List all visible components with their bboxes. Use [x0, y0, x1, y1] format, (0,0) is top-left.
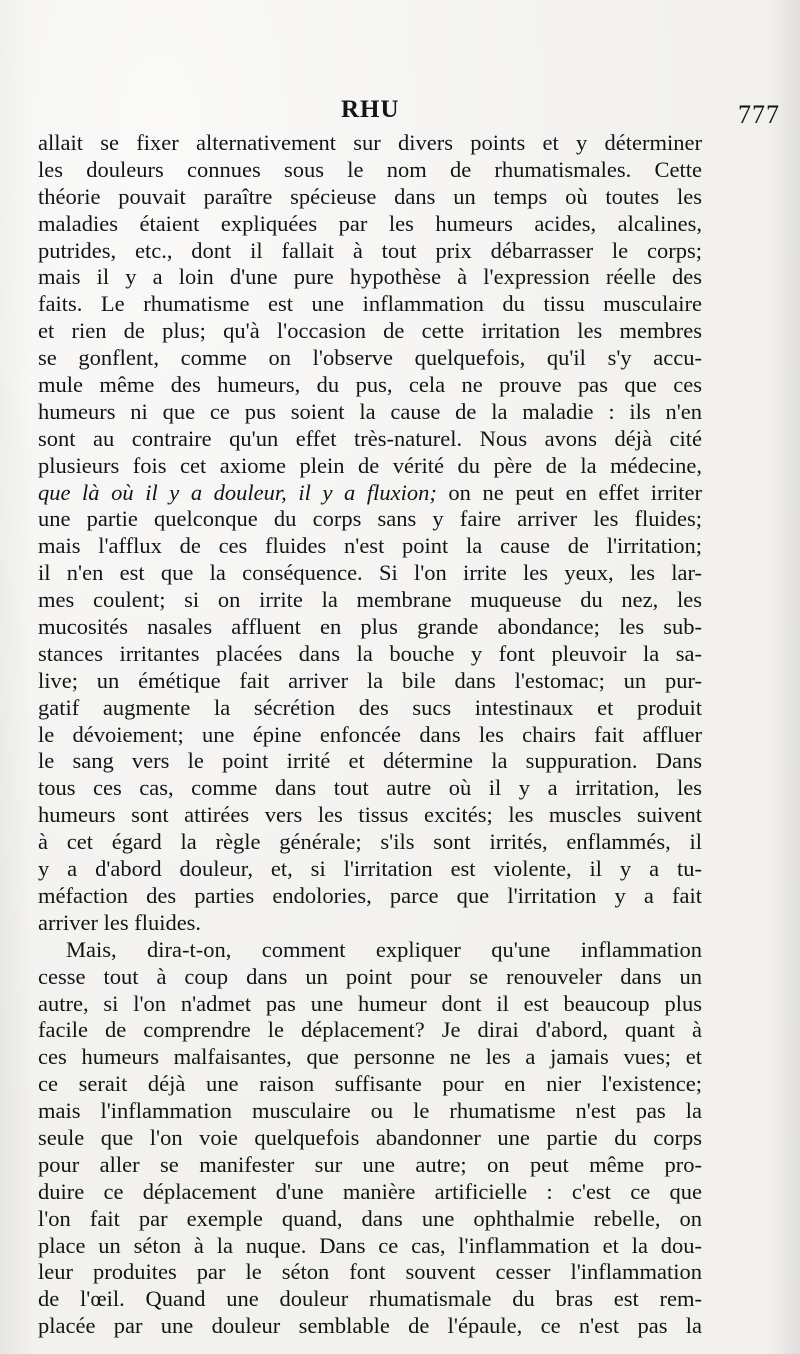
text-line: sont au contraire qu'un effet très-naturel. Nous avons déjà cité [38, 425, 702, 451]
text-line: à cet égard la règle générale; s'ils sont irrités, enflammés, il [38, 829, 702, 855]
text-line: y a d'abord douleur, et, si l'irritation est violente, il y a tu- [38, 856, 702, 882]
text-line: gatif augmente la sécrétion des sucs intestinaux et produit [38, 694, 702, 720]
text-line: méfaction des parties endolories, parce que l'irritation y a fait [38, 882, 702, 908]
text-line: place un séton à la nuque. Dans ce cas, l'inflammation et la dou- [38, 1232, 702, 1258]
text-line: humeurs sont attirées vers les tissus excités; les muscles suivent [38, 802, 702, 828]
text-line: l'on fait par exemple quand, dans une ophthalmie rebelle, on [38, 1205, 702, 1231]
text-line: il n'en est que la conséquence. Si l'on irrite les yeux, les lar- [38, 560, 702, 586]
text-line: ces humeurs malfaisantes, que personne ne les a jamais vues; et [38, 1044, 702, 1070]
text-line: se gonflent, comme on l'observe quelquefois, qu'il s'y accu- [38, 345, 702, 371]
text-line: les douleurs connues sous le nom de rhumatismales. Cette [38, 156, 702, 182]
text-line: arriver les fluides. [38, 909, 202, 935]
running-head [0, 96, 800, 129]
page-number: 777 [738, 100, 780, 129]
text-line: Mais, dira-t-on, comment expliquer qu'une inflammation [66, 936, 702, 962]
text-line: maladies étaient expliquées par les humeurs acides, alcalines, [38, 210, 702, 236]
text-line: autre, si l'on n'admet pas une humeur dont il est beaucoup plus [38, 990, 702, 1016]
text-line: allait se fixer alternativement sur divers points et y déterminer [38, 130, 702, 155]
text-line: facile de comprendre le déplacement? Je dirai d'abord, quant à [38, 1017, 702, 1043]
text-line: placée par une douleur semblable de l'épaule, ce n'est pas la [38, 1313, 702, 1339]
text-line: cesse tout à coup dans un point pour se renouveler dans un [38, 963, 702, 989]
text-line: live; un émétique fait arriver la bile dans l'estomac; un pur- [38, 667, 702, 693]
text-line: mais l'inflammation musculaire ou le rhumatisme n'est pas la [38, 1098, 702, 1124]
text-line: seule que l'on voie quelquefois abandonner une partie du corps [38, 1124, 702, 1150]
paragraph [38, 937, 702, 1340]
text-line: stances irritantes placées dans la bouche y font pleuvoir la sa- [38, 640, 702, 666]
text-line: humeurs ni que ce pus soient la cause de la maladie : ils n'en [38, 398, 702, 424]
text-line: mais il y a loin d'une pure hypothèse à l'expression réelle des [38, 264, 702, 290]
text-line: duire ce déplacement d'une manière artificielle : c'est ce que [38, 1178, 702, 1204]
text-line: ce serait déjà une raison suffisante pour en nier l'existence; [38, 1071, 702, 1097]
quote-line [38, 480, 702, 507]
running-title: RHU [341, 96, 400, 123]
text-line: mule même des humeurs, du pus, cela ne prouve pas que ces [38, 372, 702, 398]
text-line: faits. Le rhumatisme est une inflammation du tissu musculaire [38, 291, 702, 317]
text-line: une partie quelconque du corps sans y faire arriver les fluides; [38, 506, 702, 532]
text-line: théorie pouvait paraître spécieuse dans un temps où toutes les [38, 183, 702, 209]
text-line: et rien de plus; qu'à l'occasion de cette irritation les membres [38, 318, 702, 344]
text-line: plusieurs fois cet axiome plein de vérité du père de la médecine, [38, 452, 702, 478]
text-line: mucosités nasales affluent en plus grande abondance; les sub- [38, 614, 702, 640]
text-line: le dévoiement; une épine enfoncée dans les chairs fait affluer [38, 721, 702, 747]
text-line: mes coulent; si on irrite la membrane muqueuse du nez, les [38, 587, 702, 613]
paragraph [38, 130, 702, 937]
text-line: tous ces cas, comme dans tout autre où il y a irritation, les [38, 775, 702, 801]
text-line: le sang vers le point irrité et détermine la suppuration. Dans [38, 748, 702, 774]
hippocrates-quote: que là où il y a douleur, il y a fluxion; [38, 479, 437, 505]
quote-line-rest: on ne peut en effet irriter [436, 479, 703, 505]
text-line: de l'œil. Quand une douleur rhumatismale du bras est rem- [38, 1286, 702, 1312]
text-line: pour aller se manifester sur une autre; on peut même pro- [38, 1151, 702, 1177]
text-line: leur produites par le séton font souvent cesser l'inflammation [38, 1259, 702, 1285]
text-line: putrides, etc., dont il fallait à tout prix débarrasser le corps; [38, 237, 702, 263]
text-line: mais l'afflux de ces fluides n'est point la cause de l'irritation; [38, 533, 702, 559]
body-text [38, 130, 702, 1340]
